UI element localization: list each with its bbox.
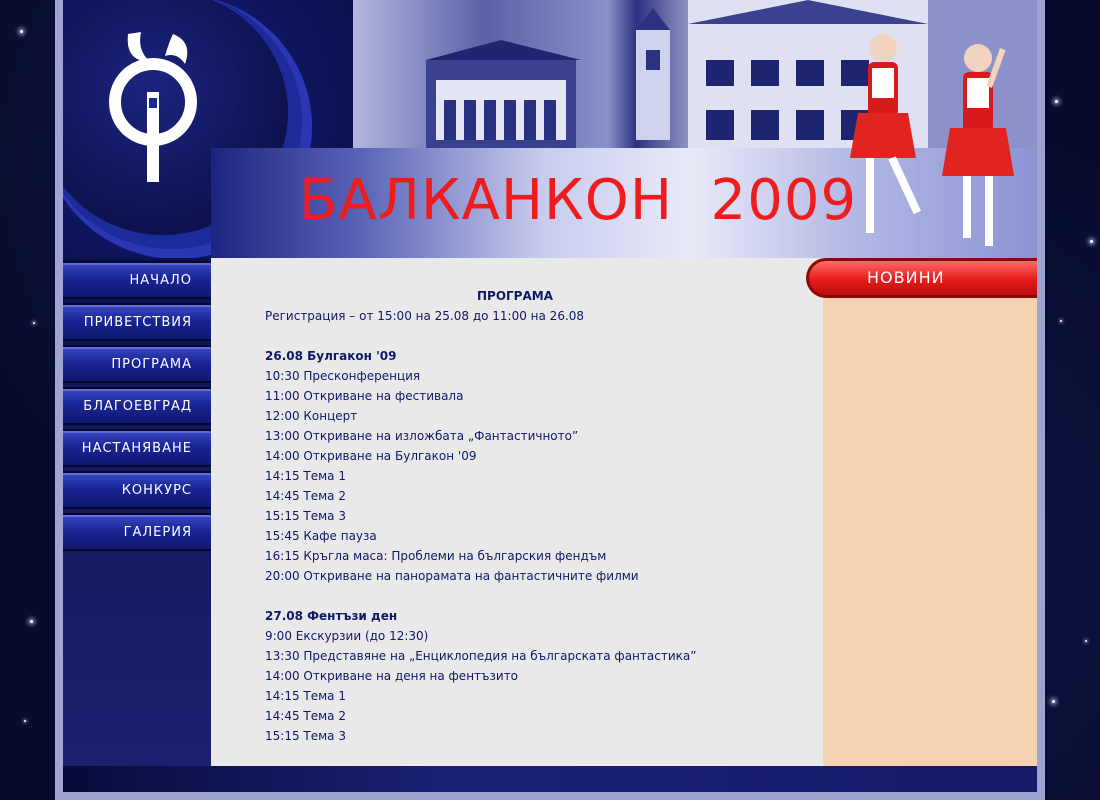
star [30, 620, 33, 623]
star [33, 322, 35, 324]
program-entry: 14:45 Тема 2 [265, 709, 346, 723]
nav-item-blagoevgrad[interactable]: БЛАГОЕВГРАД [63, 387, 228, 425]
star [1055, 100, 1058, 103]
logo-icon [103, 22, 203, 187]
program-entry: 13:30 Представяне на „Енциклопедия на българската фантастика” [265, 649, 697, 663]
nav-item-home[interactable]: НАЧАЛО [63, 261, 228, 299]
nav-item-greetings[interactable]: ПРИВЕТСТВИЯ [63, 303, 228, 341]
program-entry: 20:00 Откриване на панорамата на фантастичните филми [265, 569, 639, 583]
program-entry: 11:00 Откриване на фестивала [265, 389, 464, 403]
star [1090, 240, 1093, 243]
day-heading: 27.08 Фентъзи ден [265, 609, 398, 623]
program-entry: 14:00 Откриване на деня на фентъзито [265, 669, 519, 683]
star [1052, 700, 1055, 703]
page-title: БАЛКАНКОН 2009 [299, 168, 858, 233]
program-entry: 12:00 Концерт [265, 409, 358, 423]
footer [63, 766, 1037, 792]
star [24, 720, 26, 722]
nav-item-program[interactable]: ПРОГРАМА [63, 345, 228, 383]
nav-item-contest[interactable]: КОНКУРС [63, 471, 228, 509]
program-heading: ПРОГРАМА [477, 289, 553, 303]
program-entry: 13:00 Откриване на изложбата „Фантастичното” [265, 429, 579, 443]
news-column [823, 258, 1037, 766]
program-entry: 15:15 Тема 3 [265, 729, 346, 743]
program-entry: 14:15 Тема 1 [265, 469, 346, 483]
program-section [265, 286, 805, 746]
program-entry: 16:15 Кръгла маса: Проблеми на българския фендъм [265, 549, 607, 563]
registration-text: Регистрация – от 15:00 на 25.08 до 11:00 на 26.08 [265, 309, 585, 323]
program-entry: 15:15 Тема 3 [265, 509, 346, 523]
news-tab[interactable]: НОВИНИ [806, 258, 1037, 298]
star [1060, 320, 1062, 322]
nav-item-accommodation[interactable]: НАСТАНЯВАНЕ [63, 429, 228, 467]
program-entry: 14:00 Откриване на Булгакон '09 [265, 449, 477, 463]
nav-item-gallery[interactable]: ГАЛЕРИЯ [63, 513, 228, 551]
star [1085, 640, 1087, 642]
program-entry: 9:00 Екскурзии (до 12:30) [265, 629, 429, 643]
program-entry: 15:45 Кафе пауза [265, 529, 377, 543]
day-heading: 26.08 Булгакон '09 [265, 349, 397, 363]
program-entry: 14:45 Тема 2 [265, 489, 346, 503]
header [63, 0, 1037, 258]
program-entry: 14:15 Тема 1 [265, 689, 346, 703]
star [20, 30, 23, 33]
program-entry: 10:30 Пресконференция [265, 369, 421, 383]
dancers-illustration [828, 28, 1037, 253]
